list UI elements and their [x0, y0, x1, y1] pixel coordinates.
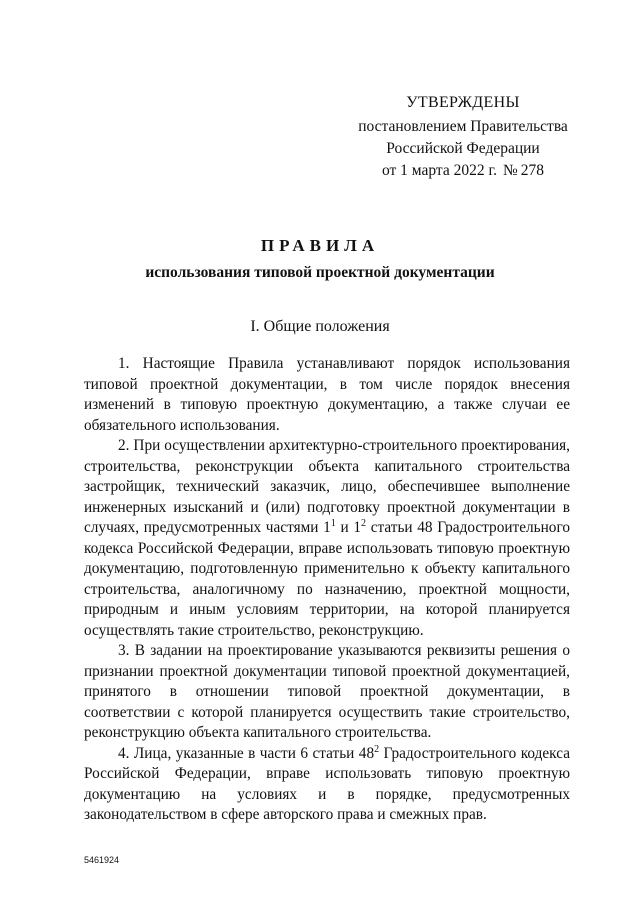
section-heading: I. Общие положения [250, 318, 390, 335]
approval-block [340, 92, 586, 182]
document-subtitle: использования типовой проектной документации [145, 264, 495, 281]
paragraph-2 [84, 436, 570, 641]
document-title: ПРАВИЛА [260, 236, 380, 255]
approval-line-government: Российской Федерации [386, 140, 540, 157]
paragraph-4-part-a: 4. Лица, указанные в части 6 статьи 48 [118, 744, 375, 762]
approval-line-resolution: постановлением Правительства [358, 118, 568, 135]
paragraph-1: 1. Настоящие Правила устанавливают порядок использования типовой проектной документации, в том числе порядок внесения изменений в типовую проектную документацию, а также случаи ее обязательного использования. [84, 355, 570, 434]
document-id: 5461924 [84, 855, 120, 865]
paragraph-2-part-c: статьи 48 Градостроительного кодекса Российской Федерации, вправе использовать типовую проектную документацию, подготовленную применительно к объекту капитального строительства, аналогичному по назначению, проектной мощности, природным и иным условиям территории, на которой планируется осуществлять такие строительство, реконструкцию. [84, 519, 570, 639]
paragraph-2-part-a: 2. При осуществлении архитектурно-строительного проектирования, строительства, реконструкции объекта капитального строительства застройщик, технический заказчик, лицо, обеспечившее выполнение инженерных изысканий и (или) подготовку проектной документации в случаях, предусмотренных частями 1 [84, 437, 570, 536]
paragraph-3: 3. В задании на проектирование указываются реквизиты решения о признании проектной документации типовой проектной документацией, принятого в отношении типовой проектной документации, в соответствии с которой планируется осуществить такие строительство, реконструкцию объекта капитального строительства. [84, 642, 570, 741]
approval-heading: УТВЕРЖДЕНЫ [406, 94, 520, 111]
number-sign: № [502, 162, 518, 179]
paragraph-4-part-b: Градостроительного кодекса Российской Федерации, вправе использовать типовую проектную документацию на условиях и в порядке, предусмотренных законодательством в сфере авторского права и смежных прав. [84, 744, 570, 823]
document-body [84, 354, 570, 826]
paragraph-2-part-b: и 1 [335, 519, 362, 536]
superscript-1: 1 [330, 517, 336, 529]
superscript-2: 2 [361, 517, 367, 529]
paragraph-4 [84, 744, 570, 826]
approval-date-line [340, 160, 586, 182]
approval-number: 278 [520, 162, 545, 179]
superscript-3: 2 [374, 743, 380, 755]
approval-date: от 1 марта 2022 г. [381, 162, 497, 179]
